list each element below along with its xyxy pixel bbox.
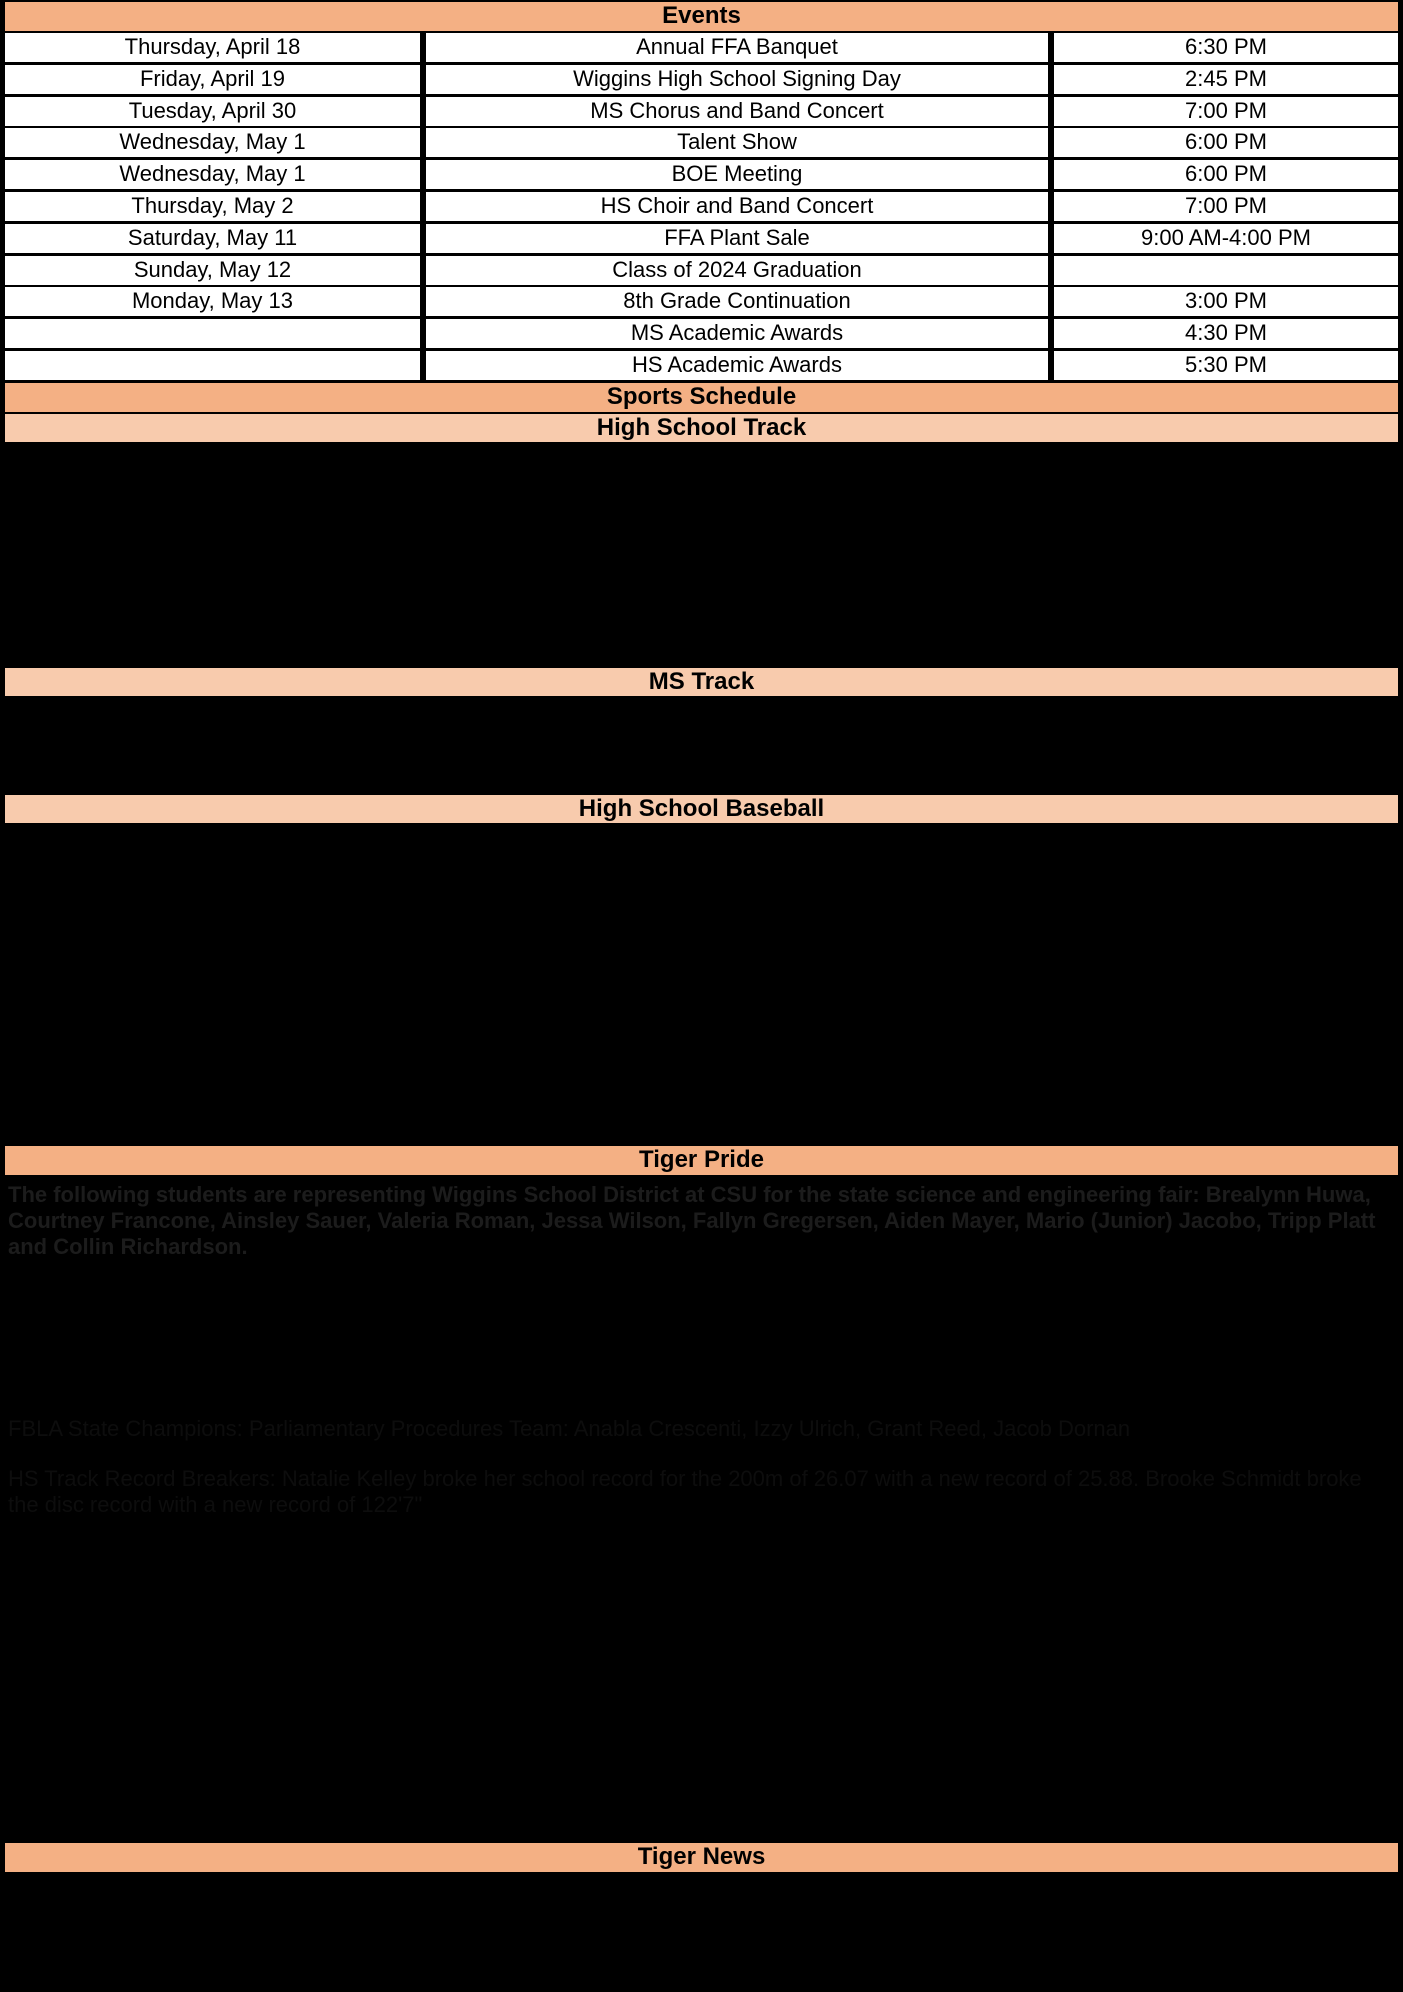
tiger-pride-track-records-text: HS Track Record Breakers: Natalie Kelley broke her school record for the 200m of 26.07 with a new record of 25.88. Brooke Schmidt broke the disc record with a new record of 122'7" [8,1466,1362,1517]
event-name-cell: FFA Plant Sale [426,224,1048,253]
events-row [5,192,1398,224]
events-row [5,224,1398,256]
events-row [5,33,1398,65]
events-row [5,351,1398,383]
event-time-cell: 7:00 PM [1054,97,1398,126]
event-date-cell: Friday, April 19 [5,65,420,94]
event-time-cell: 3:00 PM [1054,287,1398,316]
tiger-pride-header: Tiger Pride [5,1146,1398,1176]
event-time-cell: 7:00 PM [1054,192,1398,221]
events-row [5,65,1398,97]
event-time-cell [1054,256,1398,285]
event-name-cell: HS Academic Awards [426,351,1048,380]
event-time-cell: 6:00 PM [1054,128,1398,157]
events-row [5,128,1398,160]
event-date-cell [5,351,420,380]
event-time-cell: 6:30 PM [1054,33,1398,62]
event-date-cell: Thursday, May 2 [5,192,420,221]
event-name-cell: MS Academic Awards [426,319,1048,348]
event-name-cell: Wiggins High School Signing Day [426,65,1048,94]
ms-track-schedule-area [5,698,1398,794]
event-name-cell: Talent Show [426,128,1048,157]
event-time-cell: 6:00 PM [1054,160,1398,189]
event-name-cell: 8th Grade Continuation [426,287,1048,316]
tiger-pride-science-fair-text: The following students are representing Wiggins School District at CSU for the state science and engineering fair: Brealynn Huwa, Courtney Francone, Ainsley Sauer, Valeria Roman, Jessa Wilson, Fallyn Gregersen, Aiden Mayer, Mario (Junior) Jacobo, Tripp Platt and Collin Richardson. [8,1182,1376,1259]
events-row [5,160,1398,192]
event-date-cell: Wednesday, May 1 [5,160,420,189]
ms-track-header: MS Track [5,668,1398,697]
events-row [5,97,1398,129]
event-name-cell: Class of 2024 Graduation [426,256,1048,285]
event-date-cell: Thursday, April 18 [5,33,420,62]
event-name-cell: BOE Meeting [426,160,1048,189]
event-date-cell: Monday, May 13 [5,287,420,316]
tiger-pride-fbla-text: FBLA State Champions: Parliamentary Procedures Team: Anabla Crescenti, Izzy Ulrich, Grant Reed, Jacob Dornan [8,1416,1131,1441]
hs-track-schedule-area [5,445,1398,669]
tiger-news-area [5,1874,1398,1990]
event-name-cell: Annual FFA Banquet [426,33,1048,62]
event-time-cell: 9:00 AM-4:00 PM [1054,224,1398,253]
hs-baseball-header: High School Baseball [5,795,1398,824]
event-time-cell: 2:45 PM [1054,65,1398,94]
events-table [5,33,1398,383]
sports-schedule-header: Sports Schedule [5,383,1398,413]
event-date-cell: Wednesday, May 1 [5,128,420,157]
hs-track-header: High School Track [5,414,1398,443]
events-row [5,287,1398,319]
event-time-cell: 4:30 PM [1054,319,1398,348]
event-date-cell [5,319,420,348]
event-name-cell: MS Chorus and Band Concert [426,97,1048,126]
event-name-cell: HS Choir and Band Concert [426,192,1048,221]
event-date-cell: Saturday, May 11 [5,224,420,253]
events-header: Events [5,2,1398,32]
event-date-cell: Tuesday, April 30 [5,97,420,126]
hs-baseball-schedule-area [5,826,1398,1146]
events-row [5,256,1398,288]
tiger-news-header: Tiger News [5,1843,1398,1873]
event-date-cell: Sunday, May 12 [5,256,420,285]
event-time-cell: 5:30 PM [1054,351,1398,380]
events-row [5,319,1398,351]
